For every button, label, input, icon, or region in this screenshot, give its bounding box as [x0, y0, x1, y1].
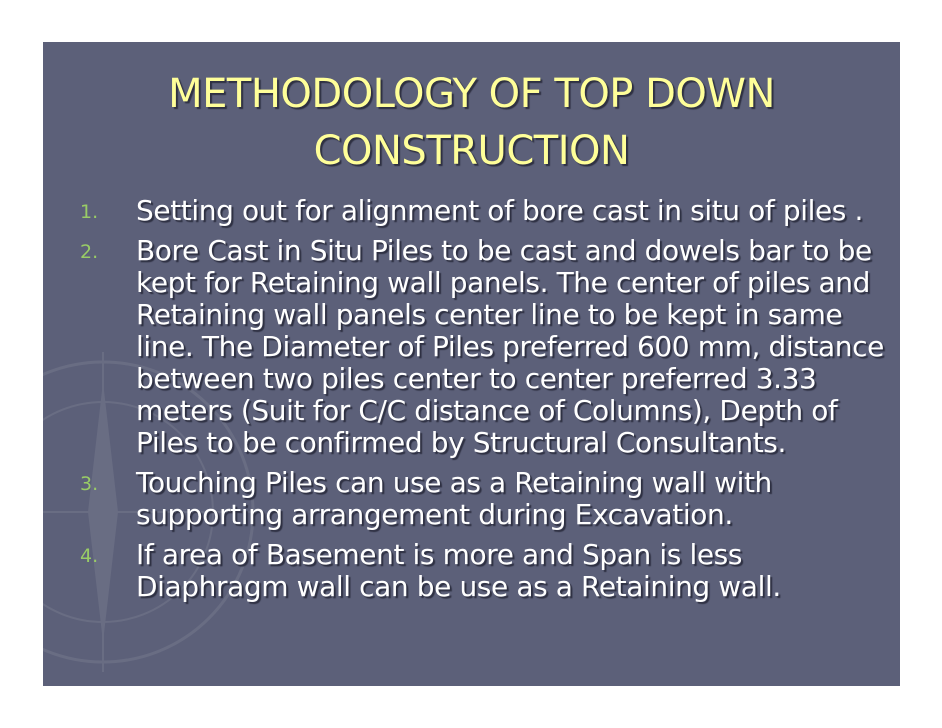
- slide: [43, 42, 900, 686]
- list-item: [80, 195, 890, 227]
- list-item: [80, 235, 890, 459]
- methodology-steps-list: [80, 195, 890, 611]
- list-item: [80, 467, 890, 531]
- list-item-number: 3.: [80, 473, 99, 495]
- slide-title-line-2: CONSTRUCTION: [313, 128, 630, 174]
- list-item-number: 2.: [80, 241, 99, 263]
- slide-title: [103, 66, 840, 180]
- list-item-number: 4.: [80, 545, 99, 567]
- list-item-text: If area of Basement is more and Span is less Diaphragm wall can be use as a Retaining wall.: [136, 538, 781, 603]
- list-item-text: Touching Piles can use as a Retaining wall with supporting arrangement during Excavation.: [136, 466, 772, 531]
- list-item-text: Bore Cast in Situ Piles to be cast and dowels bar to be kept for Retaining wall panels. The center of piles and Retaining wall panels center line to be kept in same line. The Diameter of Piles preferred 600 mm, distance between two piles center to center preferred 3.33 meters (Suit for C/C distance of Columns), Depth of Piles to be confirmed by Structural Consultants.: [136, 234, 884, 459]
- list-item: [80, 539, 890, 603]
- list-item-number: 1.: [80, 201, 99, 223]
- list-item-text: Setting out for alignment of bore cast in situ of piles .: [136, 194, 863, 227]
- slide-title-line-1: METHODOLOGY OF TOP DOWN: [168, 71, 775, 117]
